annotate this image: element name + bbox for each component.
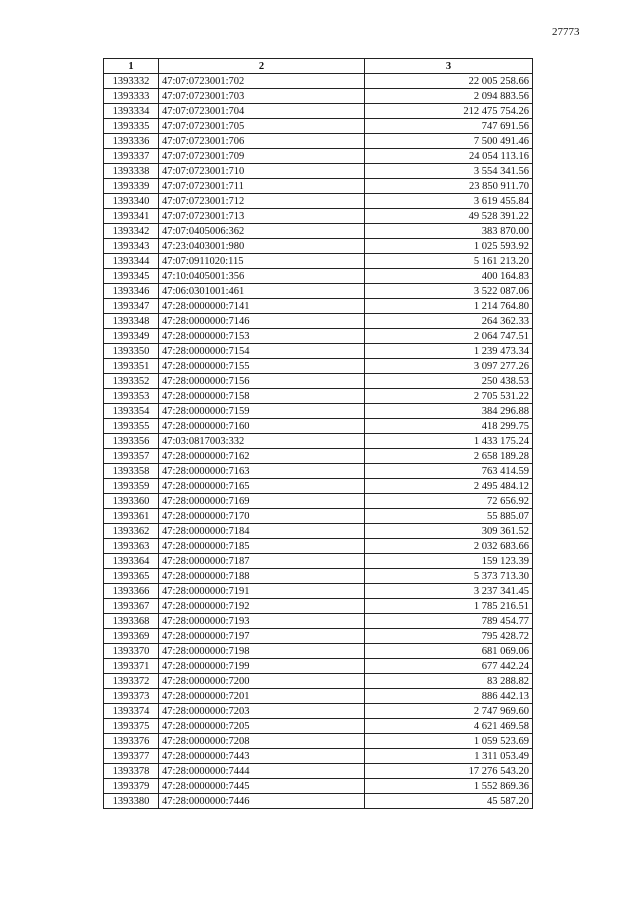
value-cell: 1 785 216.51	[365, 599, 533, 614]
cadastral-number-cell: 47:07:0723001:704	[159, 104, 365, 119]
table-row	[104, 134, 533, 149]
cadastral-number-cell: 47:28:0000000:7445	[159, 779, 365, 794]
cadastral-number-cell: 47:23:0403001:980	[159, 239, 365, 254]
column-header-1: 1	[104, 59, 159, 74]
value-cell: 17 276 543.20	[365, 764, 533, 779]
row-number-cell: 1393348	[104, 314, 159, 329]
table-row	[104, 659, 533, 674]
value-cell: 886 442.13	[365, 689, 533, 704]
row-number-cell: 1393332	[104, 74, 159, 89]
cadastral-number-cell: 47:28:0000000:7184	[159, 524, 365, 539]
value-cell: 677 442.24	[365, 659, 533, 674]
table-row	[104, 164, 533, 179]
cadastral-number-cell: 47:28:0000000:7203	[159, 704, 365, 719]
table-row	[104, 764, 533, 779]
cadastral-number-cell: 47:07:0723001:709	[159, 149, 365, 164]
cadastral-number-cell: 47:28:0000000:7443	[159, 749, 365, 764]
cadastral-number-cell: 47:28:0000000:7199	[159, 659, 365, 674]
row-number-cell: 1393374	[104, 704, 159, 719]
cadastral-number-cell: 47:07:0723001:705	[159, 119, 365, 134]
value-cell: 763 414.59	[365, 464, 533, 479]
cadastral-number-cell: 47:10:0405001:356	[159, 269, 365, 284]
value-cell: 418 299.75	[365, 419, 533, 434]
row-number-cell: 1393373	[104, 689, 159, 704]
cadastral-number-cell: 47:28:0000000:7141	[159, 299, 365, 314]
cadastral-number-cell: 47:07:0405006:362	[159, 224, 365, 239]
table-row	[104, 569, 533, 584]
table-body	[104, 74, 533, 809]
row-number-cell: 1393351	[104, 359, 159, 374]
cadastral-number-cell: 47:07:0911020:115	[159, 254, 365, 269]
row-number-cell: 1393353	[104, 389, 159, 404]
value-cell: 1 311 053.49	[365, 749, 533, 764]
table-row	[104, 404, 533, 419]
cadastral-number-cell: 47:28:0000000:7193	[159, 614, 365, 629]
value-cell: 250 438.53	[365, 374, 533, 389]
row-number-cell: 1393340	[104, 194, 159, 209]
row-number-cell: 1393360	[104, 494, 159, 509]
table-row	[104, 704, 533, 719]
cadastral-number-cell: 47:07:0723001:710	[159, 164, 365, 179]
table-row	[104, 329, 533, 344]
row-number-cell: 1393342	[104, 224, 159, 239]
table-row	[104, 104, 533, 119]
cadastral-number-cell: 47:28:0000000:7159	[159, 404, 365, 419]
table-row	[104, 449, 533, 464]
value-cell: 2 705 531.22	[365, 389, 533, 404]
value-cell: 2 658 189.28	[365, 449, 533, 464]
row-number-cell: 1393368	[104, 614, 159, 629]
value-cell: 400 164.83	[365, 269, 533, 284]
value-cell: 3 097 277.26	[365, 359, 533, 374]
row-number-cell: 1393377	[104, 749, 159, 764]
value-cell: 49 528 391.22	[365, 209, 533, 224]
row-number-cell: 1393370	[104, 644, 159, 659]
row-number-cell: 1393366	[104, 584, 159, 599]
cadastral-number-cell: 47:07:0723001:711	[159, 179, 365, 194]
table-row	[104, 719, 533, 734]
value-cell: 7 500 491.46	[365, 134, 533, 149]
value-cell: 5 373 713.30	[365, 569, 533, 584]
row-number-cell: 1393379	[104, 779, 159, 794]
table-row	[104, 344, 533, 359]
value-cell: 2 747 969.60	[365, 704, 533, 719]
value-cell: 55 885.07	[365, 509, 533, 524]
value-cell: 789 454.77	[365, 614, 533, 629]
value-cell: 212 475 754.26	[365, 104, 533, 119]
cadastral-number-cell: 47:28:0000000:7156	[159, 374, 365, 389]
cadastral-number-cell: 47:07:0723001:712	[159, 194, 365, 209]
value-cell: 309 361.52	[365, 524, 533, 539]
table-row	[104, 554, 533, 569]
table-row	[104, 674, 533, 689]
value-cell: 3 522 087.06	[365, 284, 533, 299]
table-row	[104, 224, 533, 239]
row-number-cell: 1393364	[104, 554, 159, 569]
value-cell: 2 032 683.66	[365, 539, 533, 554]
table-row	[104, 479, 533, 494]
row-number-cell: 1393335	[104, 119, 159, 134]
table-row	[104, 389, 533, 404]
row-number-cell: 1393339	[104, 179, 159, 194]
row-number-cell: 1393354	[104, 404, 159, 419]
cadastral-number-cell: 47:07:0723001:702	[159, 74, 365, 89]
cadastral-number-cell: 47:28:0000000:7444	[159, 764, 365, 779]
value-cell: 1 239 473.34	[365, 344, 533, 359]
cadastral-number-cell: 47:28:0000000:7198	[159, 644, 365, 659]
row-number-cell: 1393361	[104, 509, 159, 524]
table-row	[104, 179, 533, 194]
table-row	[104, 209, 533, 224]
row-number-cell: 1393362	[104, 524, 159, 539]
table-row	[104, 644, 533, 659]
table-row	[104, 779, 533, 794]
value-cell: 2 495 484.12	[365, 479, 533, 494]
cadastral-number-cell: 47:28:0000000:7205	[159, 719, 365, 734]
row-number-cell: 1393347	[104, 299, 159, 314]
cadastral-number-cell: 47:28:0000000:7158	[159, 389, 365, 404]
row-number-cell: 1393336	[104, 134, 159, 149]
value-cell: 795 428.72	[365, 629, 533, 644]
row-number-cell: 1393355	[104, 419, 159, 434]
table-row	[104, 119, 533, 134]
row-number-cell: 1393346	[104, 284, 159, 299]
row-number-cell: 1393350	[104, 344, 159, 359]
value-cell: 2 094 883.56	[365, 89, 533, 104]
row-number-cell: 1393363	[104, 539, 159, 554]
table-row	[104, 749, 533, 764]
cadastral-number-cell: 47:28:0000000:7155	[159, 359, 365, 374]
row-number-cell: 1393334	[104, 104, 159, 119]
cadastral-number-cell: 47:28:0000000:7163	[159, 464, 365, 479]
row-number-cell: 1393333	[104, 89, 159, 104]
cadastral-number-cell: 47:28:0000000:7201	[159, 689, 365, 704]
value-cell: 24 054 113.16	[365, 149, 533, 164]
value-cell: 747 691.56	[365, 119, 533, 134]
cadastral-number-cell: 47:28:0000000:7188	[159, 569, 365, 584]
table-row	[104, 629, 533, 644]
cadastral-number-cell: 47:28:0000000:7170	[159, 509, 365, 524]
cadastral-number-cell: 47:07:0723001:703	[159, 89, 365, 104]
row-number-cell: 1393341	[104, 209, 159, 224]
cadastral-number-cell: 47:28:0000000:7154	[159, 344, 365, 359]
value-cell: 1 025 593.92	[365, 239, 533, 254]
cadastral-table	[103, 58, 533, 809]
table-row	[104, 734, 533, 749]
table-row	[104, 434, 533, 449]
value-cell: 23 850 911.70	[365, 179, 533, 194]
row-number-cell: 1393380	[104, 794, 159, 809]
table-row	[104, 419, 533, 434]
table-row	[104, 254, 533, 269]
table-row	[104, 524, 533, 539]
cadastral-number-cell: 47:28:0000000:7153	[159, 329, 365, 344]
cadastral-number-cell: 47:28:0000000:7165	[159, 479, 365, 494]
table-row	[104, 464, 533, 479]
table-row	[104, 494, 533, 509]
value-cell: 1 214 764.80	[365, 299, 533, 314]
row-number-cell: 1393357	[104, 449, 159, 464]
column-header-3: 3	[365, 59, 533, 74]
table-row	[104, 149, 533, 164]
value-cell: 83 288.82	[365, 674, 533, 689]
row-number-cell: 1393338	[104, 164, 159, 179]
cadastral-number-cell: 47:28:0000000:7208	[159, 734, 365, 749]
cadastral-number-cell: 47:28:0000000:7446	[159, 794, 365, 809]
row-number-cell: 1393345	[104, 269, 159, 284]
value-cell: 1 059 523.69	[365, 734, 533, 749]
table-row	[104, 509, 533, 524]
table-row	[104, 374, 533, 389]
column-header-2: 2	[159, 59, 365, 74]
cadastral-number-cell: 47:28:0000000:7146	[159, 314, 365, 329]
row-number-cell: 1393369	[104, 629, 159, 644]
row-number-cell: 1393343	[104, 239, 159, 254]
value-cell: 264 362.33	[365, 314, 533, 329]
row-number-cell: 1393356	[104, 434, 159, 449]
table-row	[104, 539, 533, 554]
row-number-cell: 1393349	[104, 329, 159, 344]
cadastral-number-cell: 47:28:0000000:7185	[159, 539, 365, 554]
value-cell: 5 161 213.20	[365, 254, 533, 269]
table-row	[104, 314, 533, 329]
cadastral-number-cell: 47:07:0723001:706	[159, 134, 365, 149]
page-number: 27773	[552, 26, 580, 38]
table-row	[104, 89, 533, 104]
row-number-cell: 1393371	[104, 659, 159, 674]
value-cell: 681 069.06	[365, 644, 533, 659]
value-cell: 3 237 341.45	[365, 584, 533, 599]
row-number-cell: 1393344	[104, 254, 159, 269]
value-cell: 1 433 175.24	[365, 434, 533, 449]
cadastral-number-cell: 47:28:0000000:7191	[159, 584, 365, 599]
cadastral-number-cell: 47:28:0000000:7162	[159, 449, 365, 464]
row-number-cell: 1393375	[104, 719, 159, 734]
row-number-cell: 1393372	[104, 674, 159, 689]
table-row	[104, 74, 533, 89]
cadastral-number-cell: 47:28:0000000:7169	[159, 494, 365, 509]
row-number-cell: 1393378	[104, 764, 159, 779]
table-row	[104, 599, 533, 614]
row-number-cell: 1393376	[104, 734, 159, 749]
row-number-cell: 1393352	[104, 374, 159, 389]
row-number-cell: 1393367	[104, 599, 159, 614]
table-row	[104, 194, 533, 209]
value-cell: 384 296.88	[365, 404, 533, 419]
table-row	[104, 614, 533, 629]
value-cell: 1 552 869.36	[365, 779, 533, 794]
value-cell: 383 870.00	[365, 224, 533, 239]
value-cell: 2 064 747.51	[365, 329, 533, 344]
table-row	[104, 239, 533, 254]
cadastral-number-cell: 47:28:0000000:7200	[159, 674, 365, 689]
row-number-cell: 1393365	[104, 569, 159, 584]
row-number-cell: 1393337	[104, 149, 159, 164]
value-cell: 22 005 258.66	[365, 74, 533, 89]
cadastral-number-cell: 47:07:0723001:713	[159, 209, 365, 224]
row-number-cell: 1393359	[104, 479, 159, 494]
value-cell: 45 587.20	[365, 794, 533, 809]
value-cell: 72 656.92	[365, 494, 533, 509]
table-header-row	[104, 59, 533, 74]
table-row	[104, 269, 533, 284]
value-cell: 159 123.39	[365, 554, 533, 569]
table-row	[104, 689, 533, 704]
cadastral-number-cell: 47:06:0301001:461	[159, 284, 365, 299]
table-row	[104, 284, 533, 299]
value-cell: 3 619 455.84	[365, 194, 533, 209]
row-number-cell: 1393358	[104, 464, 159, 479]
value-cell: 4 621 469.58	[365, 719, 533, 734]
cadastral-number-cell: 47:28:0000000:7197	[159, 629, 365, 644]
table-row	[104, 794, 533, 809]
cadastral-number-cell: 47:28:0000000:7192	[159, 599, 365, 614]
cadastral-number-cell: 47:28:0000000:7160	[159, 419, 365, 434]
cadastral-number-cell: 47:28:0000000:7187	[159, 554, 365, 569]
table-row	[104, 584, 533, 599]
value-cell: 3 554 341.56	[365, 164, 533, 179]
table-row	[104, 299, 533, 314]
table-row	[104, 359, 533, 374]
cadastral-number-cell: 47:03:0817003:332	[159, 434, 365, 449]
